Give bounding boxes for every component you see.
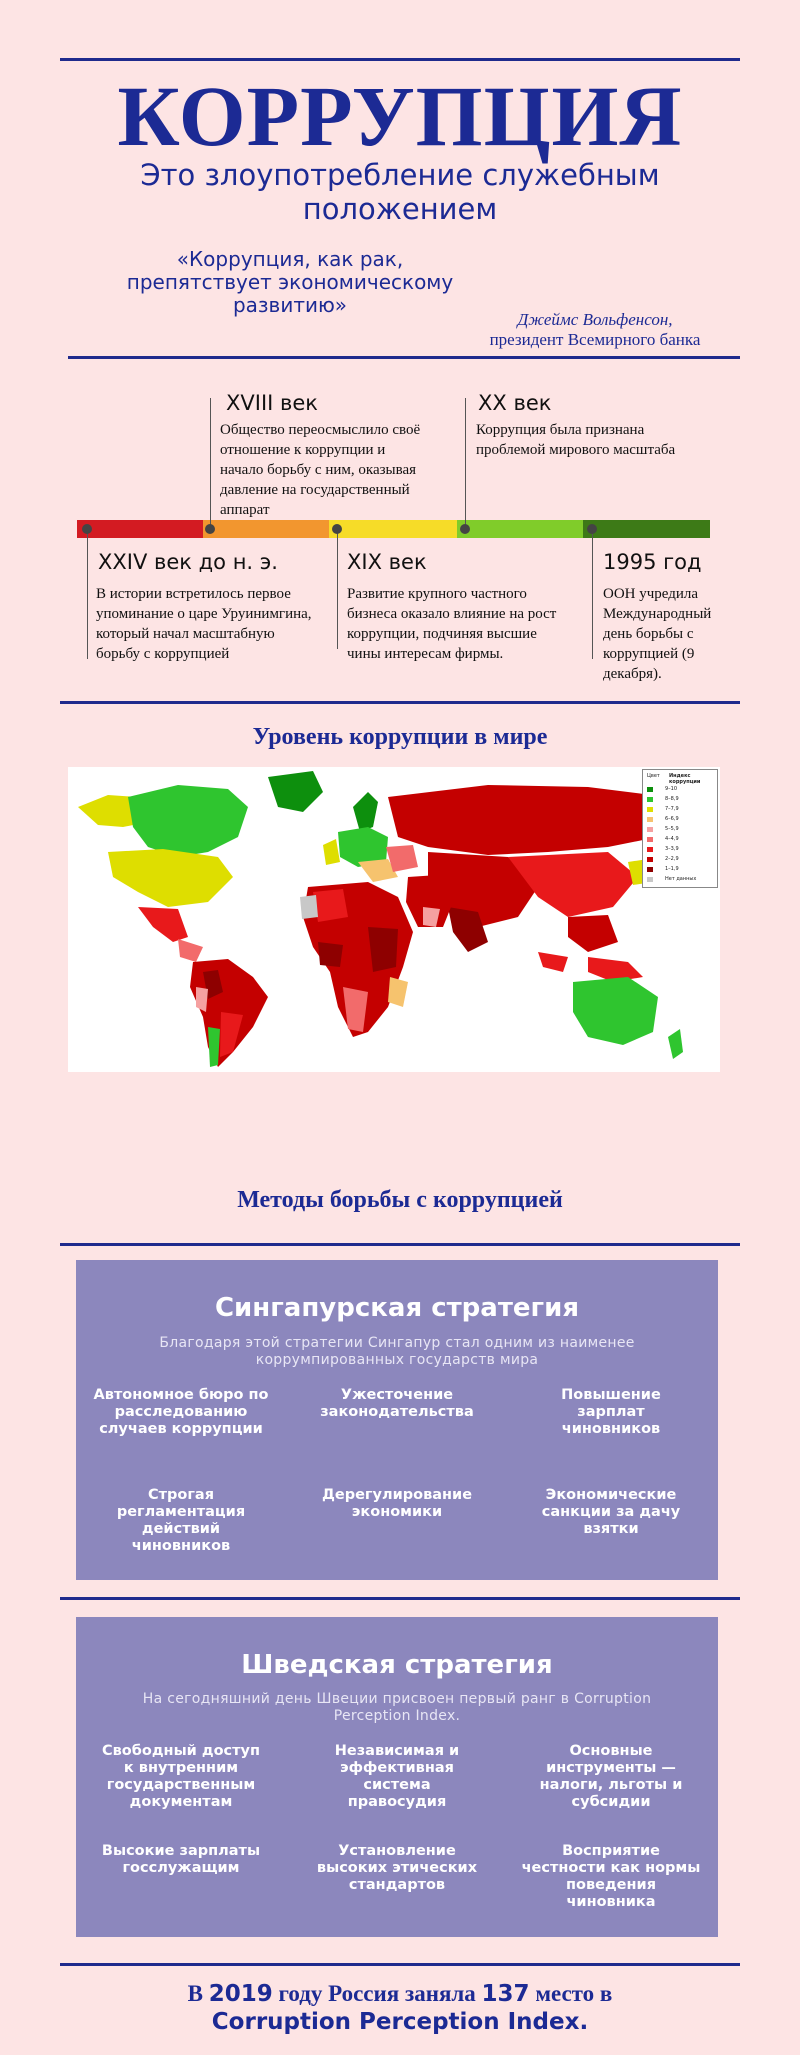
timeline-era-5: 1995 год [603,550,702,574]
quote-author-role: президент Всемирного банка [489,330,701,349]
timeline-text-2: Общество переосмыслило своё отношение к коррупции и начало борьбу с ним, оказывая давление на государственный аппарат [220,422,421,518]
legend-label: 8–8,9 [665,796,679,802]
timeline-era-1: XXIV век до н. э. [98,550,278,574]
legend-swatch [647,877,653,882]
timeline-connector-2 [210,398,211,529]
timeline-bottom-divider [60,701,740,704]
legend-label: 4–4,9 [665,836,679,842]
footer-divider [60,1963,740,1966]
timeline-text-3: Развитие крупного частного бизнеса оказало влияние на рост коррупции, подчиняя высшие чины интересам фирмы. [347,586,557,662]
timeline-segment-2 [203,520,329,538]
legend-label: 2–2,9 [665,856,679,862]
sweden-item-5: Установление высоких этических стандартов [316,1843,478,1893]
top-divider [60,58,740,61]
timeline-segment-5 [583,520,710,538]
singapore-title: Сингапурская стратегия [214,1293,580,1323]
timeline-era-4: XX век [478,391,552,415]
methods-title: Методы борьбы с коррупцией [237,1187,563,1213]
legend-swatch [647,837,653,842]
world-map-graphic [68,767,720,1072]
legend-swatch [647,817,653,822]
sweden-item-6: Восприятие честности как нормы поведения чиновника [521,1843,701,1910]
map-title: Уровень коррупции в мире [252,724,548,750]
quote-author [470,310,720,350]
singapore-item-6: Экономические санкции за дачу взятки [541,1487,681,1537]
footer-part-2: году Россия заняла [272,1981,482,2006]
footer-index: Corruption Perception Index. [211,2009,589,2035]
timeline-era-2: XVIII век [226,391,318,415]
legend-swatch [647,797,653,802]
legend-label: 9–10 [665,786,678,792]
singapore-strategy-panel [76,1260,718,1580]
sweden-item-4: Высокие зарплаты госслужащим [101,1843,261,1876]
sweden-item-3: Основные инструменты — налоги, льготы и субсидии [539,1743,683,1810]
footer-statement [0,1980,800,2036]
timeline-dot-2 [205,524,215,534]
sweden-item-1: Свободный доступ к внутренним государственным документам [101,1743,261,1810]
sweden-strategy-panel [76,1617,718,1937]
quote-author-name: Джеймс Вольфенсон, [517,310,673,329]
legend-label: 7–7,9 [665,806,679,812]
page-subtitle: Это злоупотребление служебным положением [140,158,660,226]
singapore-subtitle: Благодаря этой стратегии Сингапур стал одним из наименее коррумпированных государств мира [159,1335,635,1368]
singapore-item-3: Повышение зарплат чиновников [561,1387,661,1437]
timeline-text-1: В истории встретилось первое упоминание о царе Уруинимгина, который начал масштабную борьбу с коррупцией [96,586,312,662]
legend-swatch [647,867,653,872]
legend-label: 3–3,9 [665,846,679,852]
timeline-dot-5 [587,524,597,534]
page-title: КОРРУПЦИЯ [117,68,683,164]
footer-part-3: место в [529,1981,613,2006]
legend-label: Нет данных [665,876,697,882]
singapore-item-4: Строгая регламентация действий чиновников [116,1487,246,1554]
timeline-connector-1 [87,529,88,659]
timeline-connector-5 [592,529,593,659]
timeline-segment-3 [329,520,457,538]
strategies-divider [60,1597,740,1600]
timeline-connector-4 [465,398,466,529]
singapore-item-5: Дерегулирование экономики [321,1487,473,1520]
sweden-title: Шведская стратегия [241,1650,553,1680]
methods-divider [60,1243,740,1246]
legend-swatch [647,787,653,792]
legend-swatch [647,807,653,812]
map-legend [642,769,718,888]
timeline-dot-4 [460,524,470,534]
quote-text: «Коррупция, как рак, препятствует экономическому развитию» [126,247,454,317]
footer-part-1: В [187,1981,209,2006]
footer-year: 2019 [208,1981,273,2007]
timeline-dot-1 [82,524,92,534]
singapore-item-1: Автономное бюро по расследованию случаев коррупции [93,1387,269,1437]
footer-place: 137 [481,1981,530,2007]
legend-swatch [647,847,653,852]
legend-label: 5–5,9 [665,826,679,832]
legend-label: 6–6,9 [665,816,679,822]
header-bottom-divider [68,356,740,359]
timeline-connector-3 [337,529,338,649]
sweden-item-2: Независимая и эффективная система правосудия [334,1743,460,1810]
legend-label: 1–1,9 [665,866,679,872]
legend-swatch [647,857,653,862]
timeline-segment-1 [77,520,203,538]
footer-line-1 [0,1980,800,2008]
timeline-dot-3 [332,524,342,534]
singapore-item-2: Ужесточение законодательства [320,1387,474,1420]
legend-header-color: Цвет [647,773,660,779]
timeline-text-4: Коррупция была признана проблемой мирового масштаба [476,422,676,458]
sweden-subtitle: На сегодняшний день Швеции присвоен первый ранг в Corruption Perception Index. [142,1691,652,1724]
legend-header-index: Индекс коррупции [669,773,701,785]
world-corruption-map [68,767,720,1072]
legend-swatch [647,827,653,832]
timeline-segment-4 [457,520,583,538]
timeline-era-3: XIX век [347,550,427,574]
timeline-text-5: ООН учредила Международный день борьбы с коррупцией (9 декабря). [603,586,712,682]
